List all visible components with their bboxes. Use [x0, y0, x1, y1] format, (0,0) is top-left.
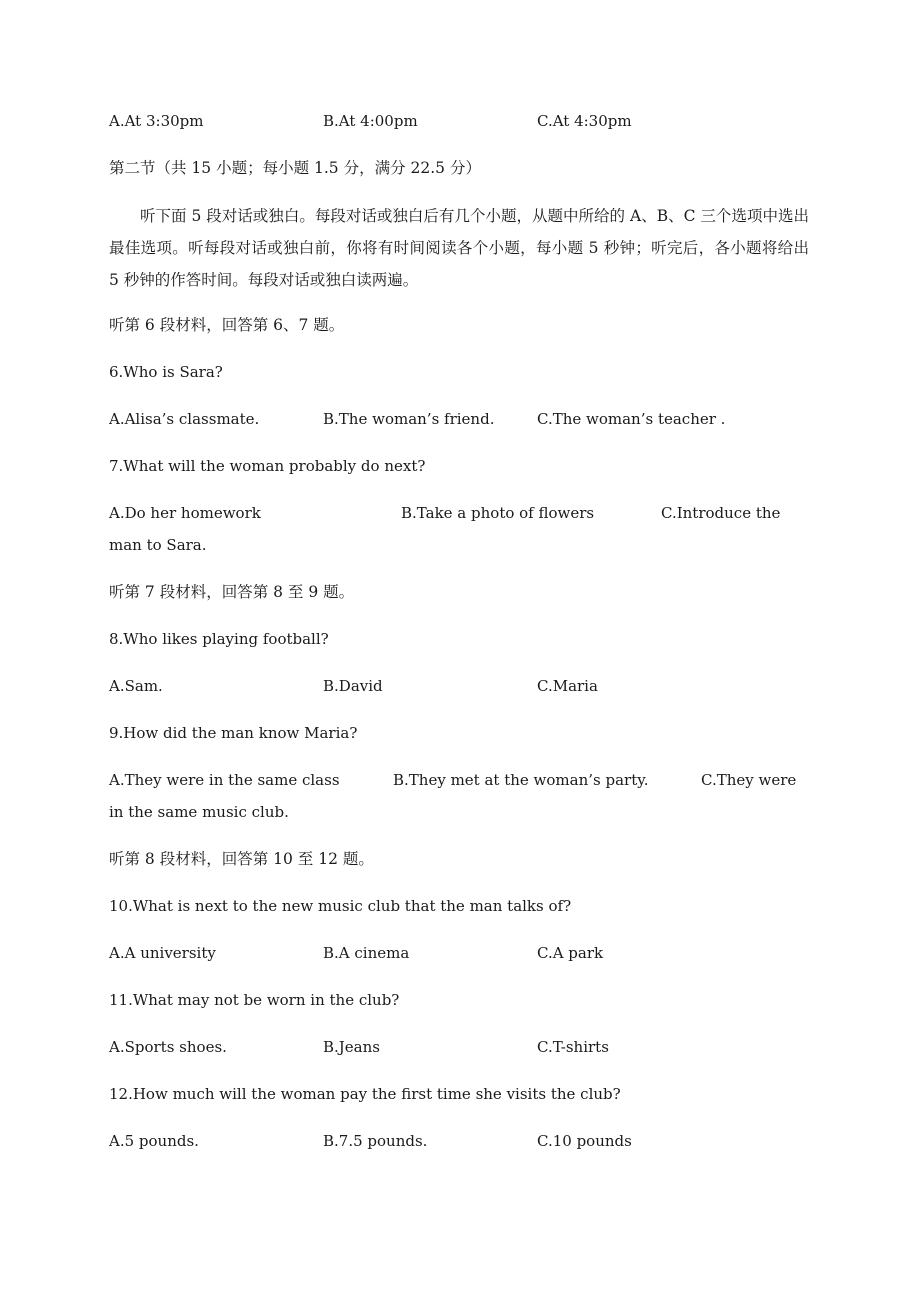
q8-option-c[interactable]: C.Maria: [537, 677, 598, 695]
q9-option-b[interactable]: B.They met at the woman’s party.: [393, 771, 649, 789]
q7-option-b[interactable]: B.Take a photo of flowers: [401, 504, 595, 522]
question-8: 8.Who likes playing football?: [109, 630, 329, 648]
question-7: 7.What will the woman probably do next?: [109, 457, 426, 475]
q6-option-c[interactable]: C.The woman’s teacher .: [537, 410, 726, 428]
q11-option-a[interactable]: A.Sports shoes.: [109, 1038, 227, 1056]
q5-option-b[interactable]: B.At 4:00pm: [323, 112, 418, 130]
q7-option-c[interactable]: C.Introduce the: [661, 504, 781, 522]
q6-option-a[interactable]: A.Alisa’s classmate.: [109, 410, 260, 428]
q8-option-a[interactable]: A.Sam.: [109, 677, 163, 695]
q9-option-c[interactable]: C.They were: [701, 771, 797, 789]
q11-option-b[interactable]: B.Jeans: [323, 1038, 380, 1056]
question-11: 11.What may not be worn in the club?: [109, 991, 400, 1009]
q7-option-c-continued[interactable]: man to Sara.: [109, 536, 207, 554]
section-instructions: 听下面 5 段对话或独白。每段对话或独白后有几个小题，从题中所给的 A、B、C 三个选项中选出最佳选项。听每段对话或独白前，你将有时间阅读各个小题，每小题 5 秒钟；听完后，各小题将给出 5 秒钟的作答时间。每段对话或独白读两遍。: [109, 207, 809, 289]
q10-option-b[interactable]: B.A cinema: [323, 944, 410, 962]
material-6-label: 听第 6 段材料，回答第 6、7 题。: [109, 316, 345, 334]
q8-option-b[interactable]: B.David: [323, 677, 383, 695]
q6-option-b[interactable]: B.The woman’s friend.: [323, 410, 495, 428]
section-heading: 第二节（共 15 小题；每小题 1.5 分，满分 22.5 分）: [109, 159, 481, 177]
q5-option-a[interactable]: A.At 3:30pm: [109, 112, 204, 130]
q11-option-c[interactable]: C.T-shirts: [537, 1038, 609, 1056]
q10-option-a[interactable]: A.A university: [109, 944, 216, 962]
material-8-label: 听第 8 段材料，回答第 10 至 12 题。: [109, 850, 374, 868]
q5-option-c[interactable]: C.At 4:30pm: [537, 112, 632, 130]
question-9: 9.How did the man know Maria?: [109, 724, 358, 742]
material-7-label: 听第 7 段材料，回答第 8 至 9 题。: [109, 583, 355, 601]
q12-option-b[interactable]: B.7.5 pounds.: [323, 1132, 428, 1150]
q9-option-a[interactable]: A.They were in the same class: [109, 771, 340, 789]
q12-option-a[interactable]: A.5 pounds.: [109, 1132, 199, 1150]
q10-option-c[interactable]: C.A park: [537, 944, 604, 962]
q12-option-c[interactable]: C.10 pounds: [537, 1132, 632, 1150]
q9-option-c-continued[interactable]: in the same music club.: [109, 803, 289, 821]
question-6: 6.Who is Sara?: [109, 363, 223, 381]
question-10: 10.What is next to the new music club that the man talks of?: [109, 897, 572, 915]
q7-option-a[interactable]: A.Do her homework: [109, 504, 261, 522]
question-12: 12.How much will the woman pay the first time she visits the club?: [109, 1085, 621, 1103]
